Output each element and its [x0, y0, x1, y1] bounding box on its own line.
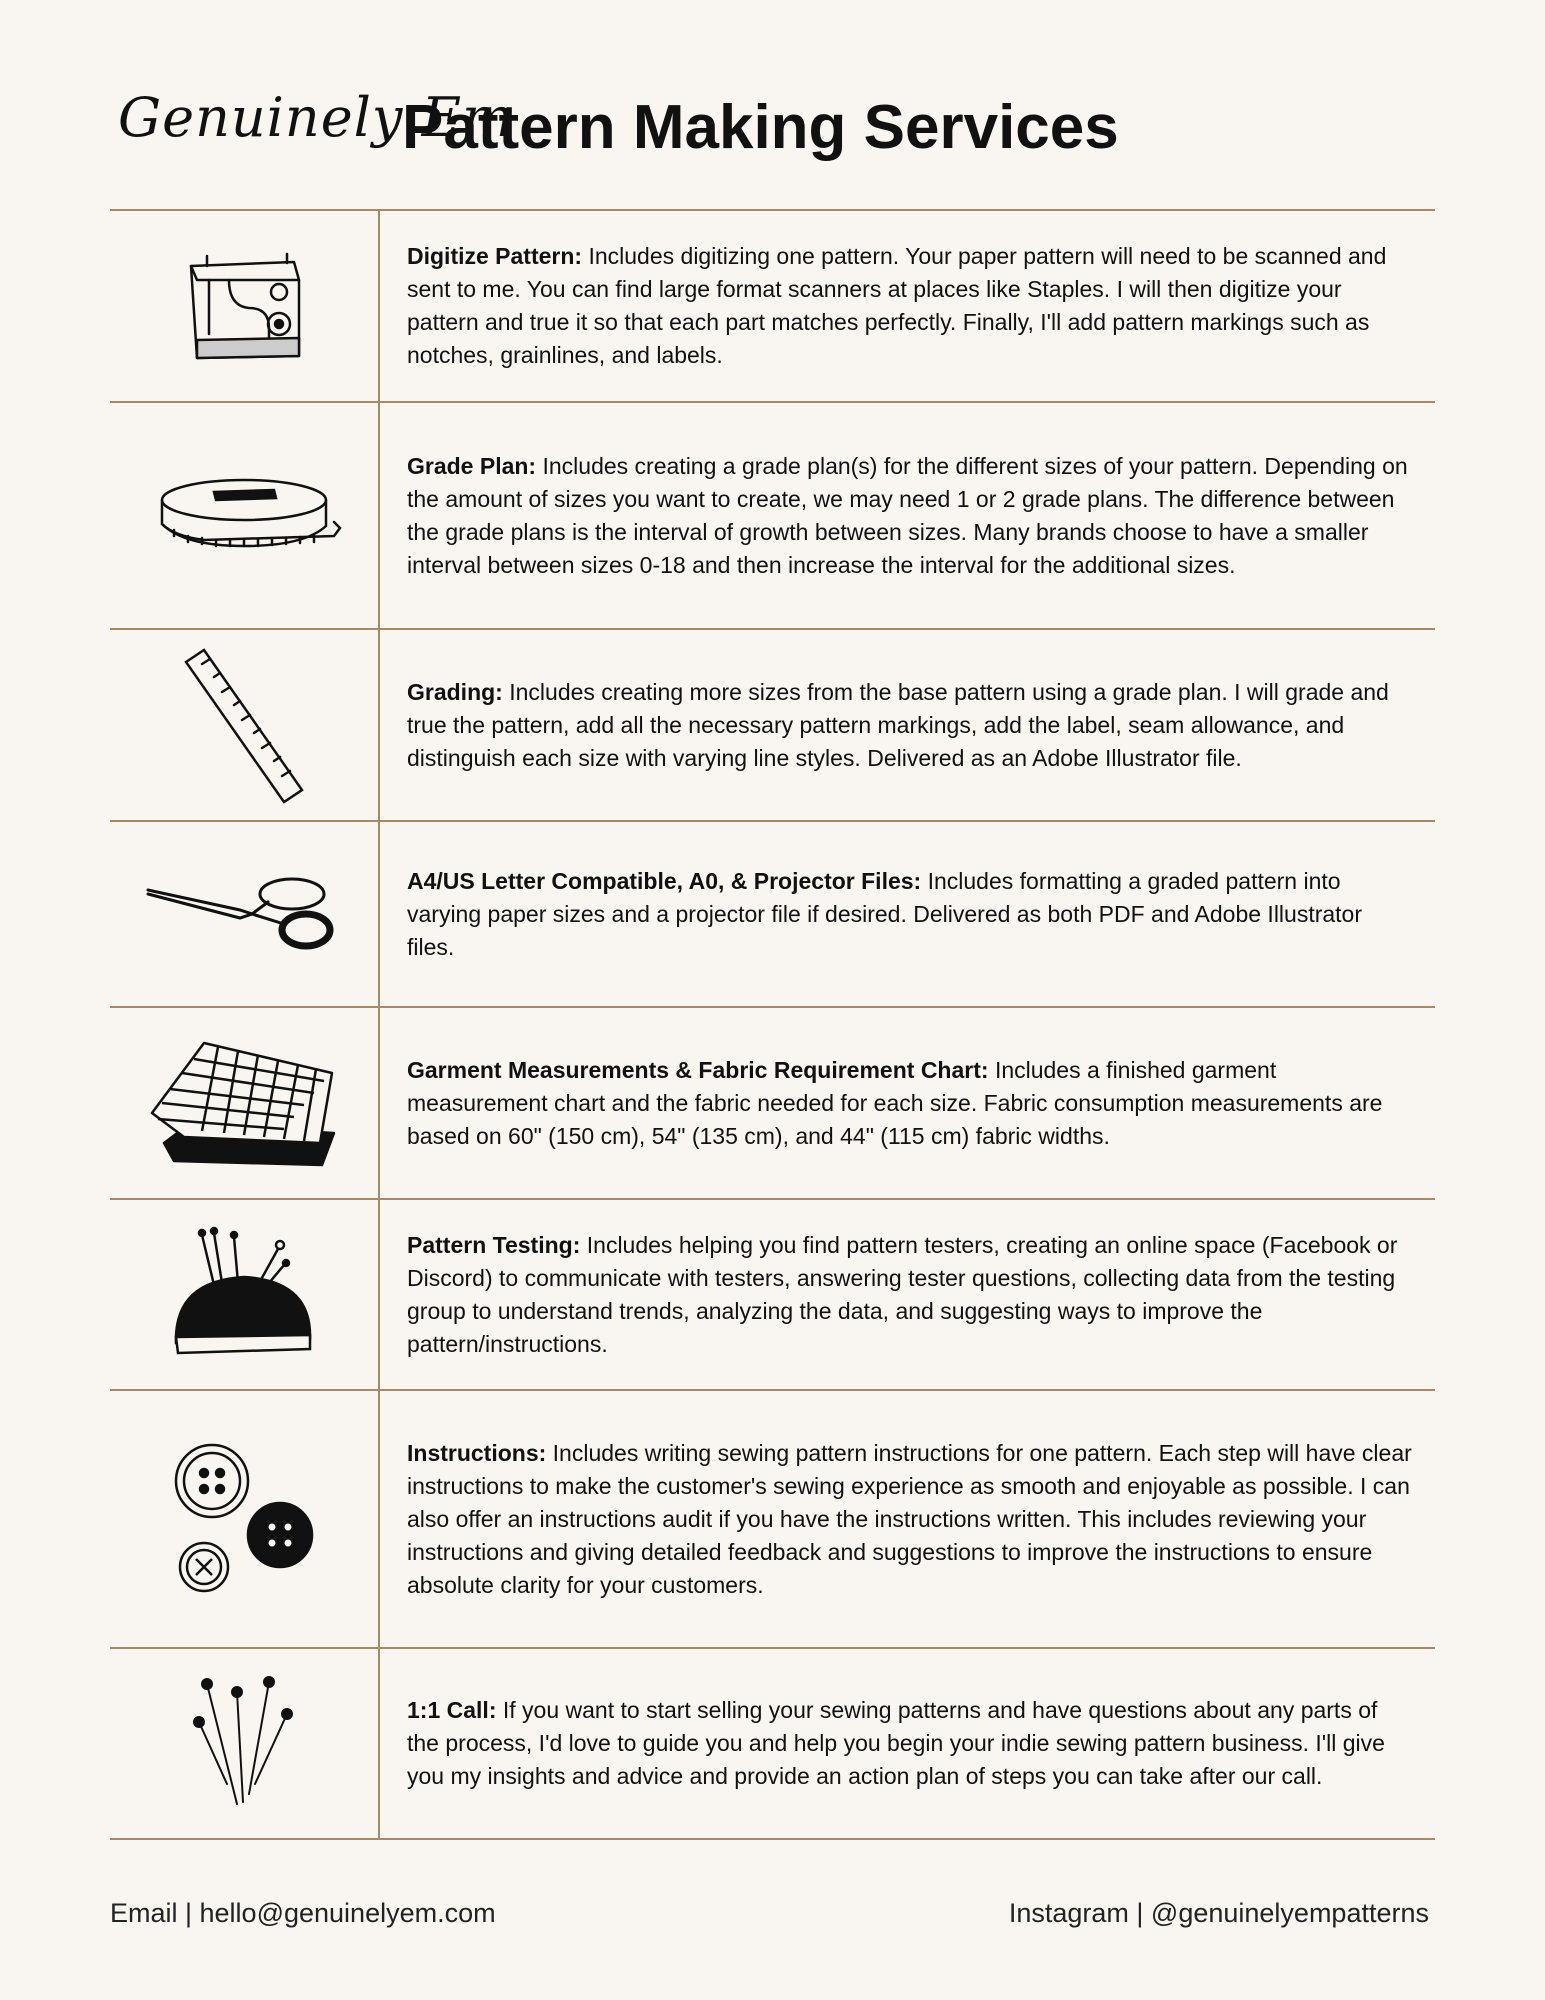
service-name: 1:1 Call:: [407, 1697, 497, 1723]
service-description: [380, 1008, 1435, 1198]
service-row: [110, 403, 1435, 630]
service-text: Includes formatting a graded pattern into varying paper sizes and a projector file if desired. Delivered as both PDF and Adobe Illustrator files.: [407, 867, 1363, 960]
service-text: Includes a finished garment measurement chart and the fabric needed for each size. Fabric consumption measurements are based on 60" (150 cm), 54" (135 cm), and 44" (115 cm) fabric widths.: [407, 1056, 1383, 1149]
service-row: [110, 211, 1435, 403]
pincushion-icon: [164, 1225, 324, 1365]
service-description: [380, 630, 1435, 820]
service-row: [110, 1200, 1435, 1391]
service-name: Digitize Pattern:: [407, 243, 583, 269]
service-text: Includes digitizing one pattern. Your paper pattern will need to be scanned and sent to me. You can find large format scanners at places like Staples. I will then digitize your pattern and true it so that each part matches perfectly. Finally, I'll add pattern markings such as notches, grainlines, and labels.: [407, 243, 1387, 368]
page-header: [110, 80, 1435, 210]
service-description: [380, 1649, 1435, 1838]
service-icon-cell: [110, 403, 380, 628]
service-icon-cell: [110, 211, 380, 401]
service-text: Includes creating more sizes from the base pattern using a grade plan. I will grade and true the pattern, add all the necessary pattern markings, add the label, seam allowance, and distinguish each size with varying line styles. Delivered as an Adobe Illustrator file.: [407, 678, 1389, 771]
ruler-icon: [174, 640, 314, 810]
service-text: Includes creating a grade plan(s) for the different sizes of your pattern. Depending on the amount of sizes you want to create, we may need 1 or 2 grade plans. The difference between the grade plans is the interval of growth between sizes. Many brands choose to have a smaller interval between sizes 0-18 and then increase the interval for the additional sizes.: [407, 452, 1408, 578]
service-row: [110, 1391, 1435, 1649]
service-icon-cell: [110, 1649, 380, 1838]
service-row: [110, 822, 1435, 1008]
service-name: Grade Plan:: [407, 452, 537, 479]
footer-instagram[interactable]: Instagram | @genuinelyempatterns: [1008, 1898, 1429, 1928]
scissors-icon: [144, 874, 344, 954]
page-title: Pattern Making Services: [402, 93, 1119, 162]
buttons-icon: [164, 1439, 324, 1599]
service-row: [110, 1008, 1435, 1200]
services-table: [110, 209, 1435, 1840]
service-icon-cell: [110, 1391, 380, 1647]
pins-icon: [179, 1674, 309, 1814]
service-text: Includes helping you find pattern testers, creating an online space (Facebook or Discord) to communicate with testers, answering tester questions, collecting data from the testing group to understand trends, analyzing the data, and suggesting ways to improve the pattern/instructions.: [407, 1231, 1398, 1357]
service-row: [110, 1649, 1435, 1840]
service-icon-cell: [110, 630, 380, 820]
service-text: Includes writing sewing pattern instructions for one pattern. Each step will have clear instructions to make the customer's sewing experience as smooth and enjoyable as possible. I can also offer an instructions audit if you have the instructions written. This includes reviewing your instructions and giving detailed feedback and suggestions to improve the instructions to ensure absolute clarity for your customers.: [407, 1439, 1412, 1598]
service-name: Garment Measurements & Fabric Requirement Chart:: [407, 1056, 989, 1083]
service-icon-cell: [110, 1008, 380, 1198]
service-name: Pattern Testing:: [407, 1231, 581, 1258]
service-icon-cell: [110, 822, 380, 1006]
brand-logo: Genuinely Em: [118, 86, 515, 149]
service-description: [380, 211, 1435, 401]
service-name: Grading:: [407, 678, 503, 705]
service-name: Instructions:: [407, 1439, 547, 1466]
footer-email[interactable]: Email | hello@genuinelyem.com: [110, 1898, 496, 1928]
service-description: [380, 403, 1435, 628]
service-description: [380, 1391, 1435, 1647]
service-name: A4/US Letter Compatible, A0, & Projector Files:: [407, 867, 922, 894]
measuring-tape-icon: [144, 466, 344, 566]
service-text: If you want to start selling your sewing patterns and have questions about any parts of the process, I'd love to guide you and help you begin your indie sewing pattern business. I'll give you my insights and advice and provide an action plan of steps you can take after our call.: [407, 1697, 1385, 1789]
service-icon-cell: [110, 1200, 380, 1389]
sewing-machine-icon: [169, 236, 319, 376]
fabric-stack-icon: [144, 1033, 344, 1173]
service-description: [380, 822, 1435, 1006]
service-description: [380, 1200, 1435, 1389]
service-row: [110, 630, 1435, 822]
